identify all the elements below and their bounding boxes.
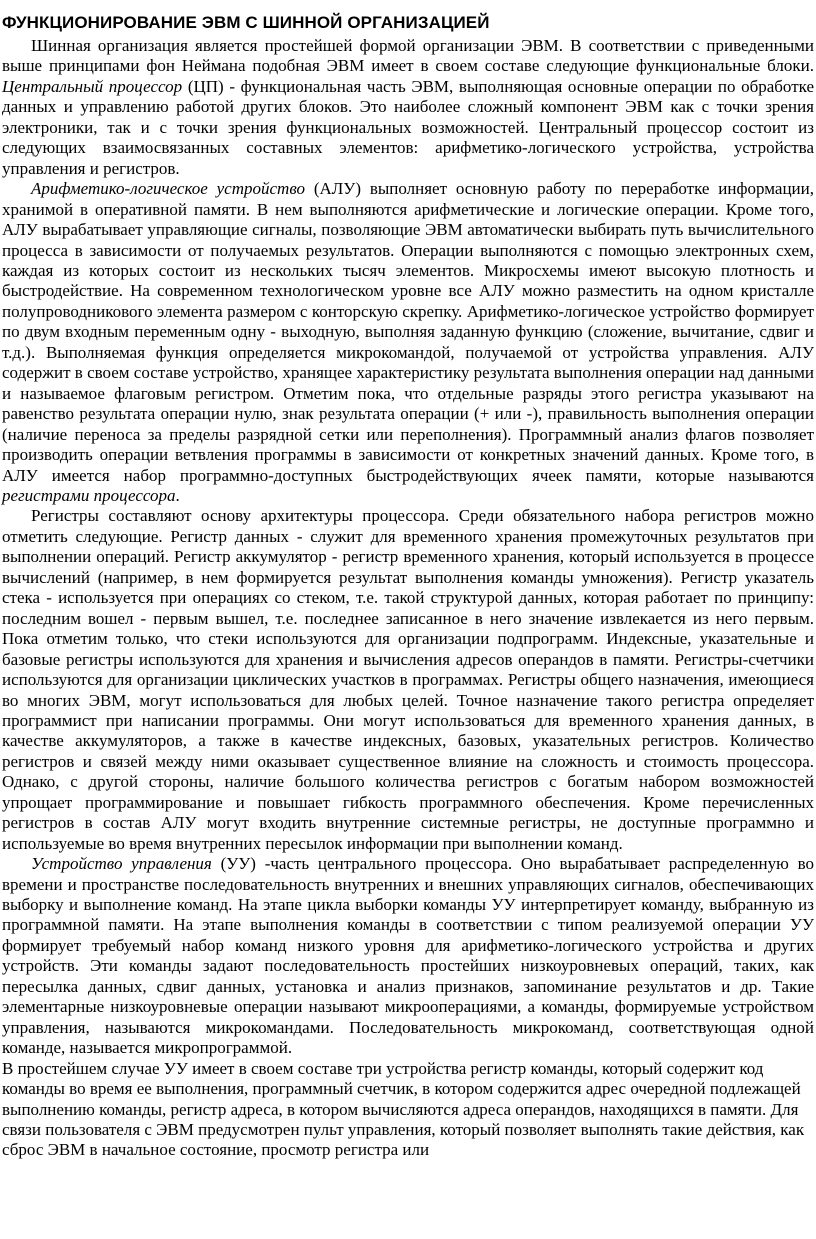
paragraph-control-unit-components: В простейшем случае УУ имеет в своем составе три устройства регистр команды, который содержит код команды во время ее выполнения, программный счетчик, в котором содержится адрес очередной подлежащей выполнению команды, регистр адреса, в котором вычисляются адреса операндов, находящихся в памяти. Для связи пользователя с ЭВМ предусмотрен пульт управления, который позволяет выполнять такие действия, как сброс ЭВМ в начальное состояние, просмотр регистра или: [2, 1058, 805, 1160]
paragraph-registers: Регистры составляют основу архитектуры процессора. Среди обязательного набора регистров можно отметить следующие. Регистр данных - служит для временного хранения промежуточных результатов при выполнении операций. Регистр аккумулятор - регистр временного хранения, который используется в процессе вычислений (например, в нем формируется результат выполнения команды умножения). Регистр указатель стека - используется при операциях со стеком, т.е. такой структурой данных, которая работает по принципу: последним вошел - первым вышел, т.е. последнее записанное в него значение извлекается из него первым. Пока отметим только, что стеки используются для организации подпрограмм. Индексные, указательные и базовые регистры используются для хранения и вычисления адресов операндов в памяти. Регистры-счетчики используются для организации циклических участков в программах. Регистры общего назначения, имеющиеся во многих ЭВМ, могут использоваться для любых целей. Точное назначение такого регистра определяет программист при написании программы. Они могут использоваться для временного хранения данных, в качестве аккумуляторов, а также в качестве индексных, базовых, указательных регистров. Количество регистров и связей между ними оказывает существенное влияние на сложность и стоимость процессора. Однако, с другой стороны, наличие большого количества регистров с богатым набором возможностей упрощает программирование и повышает гибкость программного обеспечения. Кроме перечисленных регистров в состав АЛУ могут входить внутренние системные регистры, не доступные программно и используемые во время внутренних пересылок информации при выполнении команд.: [2, 506, 814, 853]
term-alu: Арифметико-логическое устройство: [31, 179, 305, 199]
paragraph-alu: [2, 179, 814, 506]
paragraph-control-unit: [2, 854, 814, 1059]
paragraph-bus-organization: [2, 36, 814, 179]
document-title: ФУНКЦИОНИРОВАНИЕ ЭВМ С ШИННОЙ ОРГАНИЗАЦИЕЙ: [2, 13, 490, 32]
paragraph-text: (ЦП) - функциональная часть ЭВМ, выполняющая основные операции по обработке данных и управлению работой других блоков. Это наиболее сложный компонент ЭВМ как с точки зрения электроники, так и с точки зрения функциональных возможностей. Центральный процессор состоит из следующих взаимосвязанных составных элементов: арифметико-логического устройства, устройства управления и регистров.: [2, 76, 815, 178]
term-control-unit: Устройство управления: [31, 854, 212, 874]
term-processor-registers: регистрами процессора: [2, 485, 176, 505]
paragraph-text: .: [175, 485, 180, 505]
paragraph-text: Шинная организация является простейшей формой организации ЭВМ. В соответствии с приведенными выше принципами фон Неймана подобная ЭВМ имеет в своем составе следующие функциональные блоки.: [2, 36, 814, 76]
term-central-processor: Центральный процессор: [2, 76, 183, 96]
paragraph-text: (УУ) -часть центрального процессора. Оно вырабатывает распределенную во времени и пространстве последовательность внутренних и внешних управляющих сигналов, обеспечивающих выборку и выполнение команд. На этапе цикла выборки команды УУ интерпретирует команду, выбранную из программной памяти. На этапе выполнения команды в соответствии с типом реализуемой операции УУ формирует требуемый набор команд низкого уровня для арифметико-логического устройства и других устройств. Эти команды задают последовательность простейших низкоуровневых операций, таких, как пересылка данных, сдвиг данных, установка и анализ признаков, запоминание результатов и др. Такие элементарные низкоуровневые операции называют микрооперациями, а команды, формируемые устройством управления, называются микрокомандами. Последовательность микрокоманд, соответствующая одной команде, называется микропрограммой.: [2, 854, 814, 1058]
paragraph-text: (АЛУ) выполняет основную работу по переработке информации, хранимой в оперативной памяти. В нем выполняются арифметические и логические операции. Кроме того, АЛУ вырабатывает управляющие сигналы, позволяющие ЭВМ автоматически выбирать путь вычислительного процесса в зависимости от получаемых результатов. Операции выполняются с помощью электронных схем, каждая из которых состоит из нескольких тысяч элементов. Микросхемы имеют высокую плотность и быстродействие. На современном технологическом уровне все АЛУ можно разместить на одном кристалле полупроводникового элемента размером с конторскую скрепку. Арифметико-логическое устройство формирует по двум входным переменным одну - выходную, выполняя заданную функцию (сложение, вычитание, сдвиг и т.д.). Выполняемая функция определяется микрокомандой, получаемой от устройства управления. АЛУ содержит в своем составе устройство, хранящее характеристику результата выполнения операции над данными и называемое флаговым регистром. Отметим пока, что отдельные разряды этого регистра указывают на равенство результата операции нулю, знак результата операции (+ или -), правильность выполнения операции (наличие переноса за пределы разрядной сетки или переполнения). Программный анализ флагов позволяет производить операции ветвления программы в зависимости от конкретных значений данных. Кроме того, в АЛУ имеется набор программно-доступных быстродействующих ячеек памяти, которые называются: [2, 179, 814, 485]
